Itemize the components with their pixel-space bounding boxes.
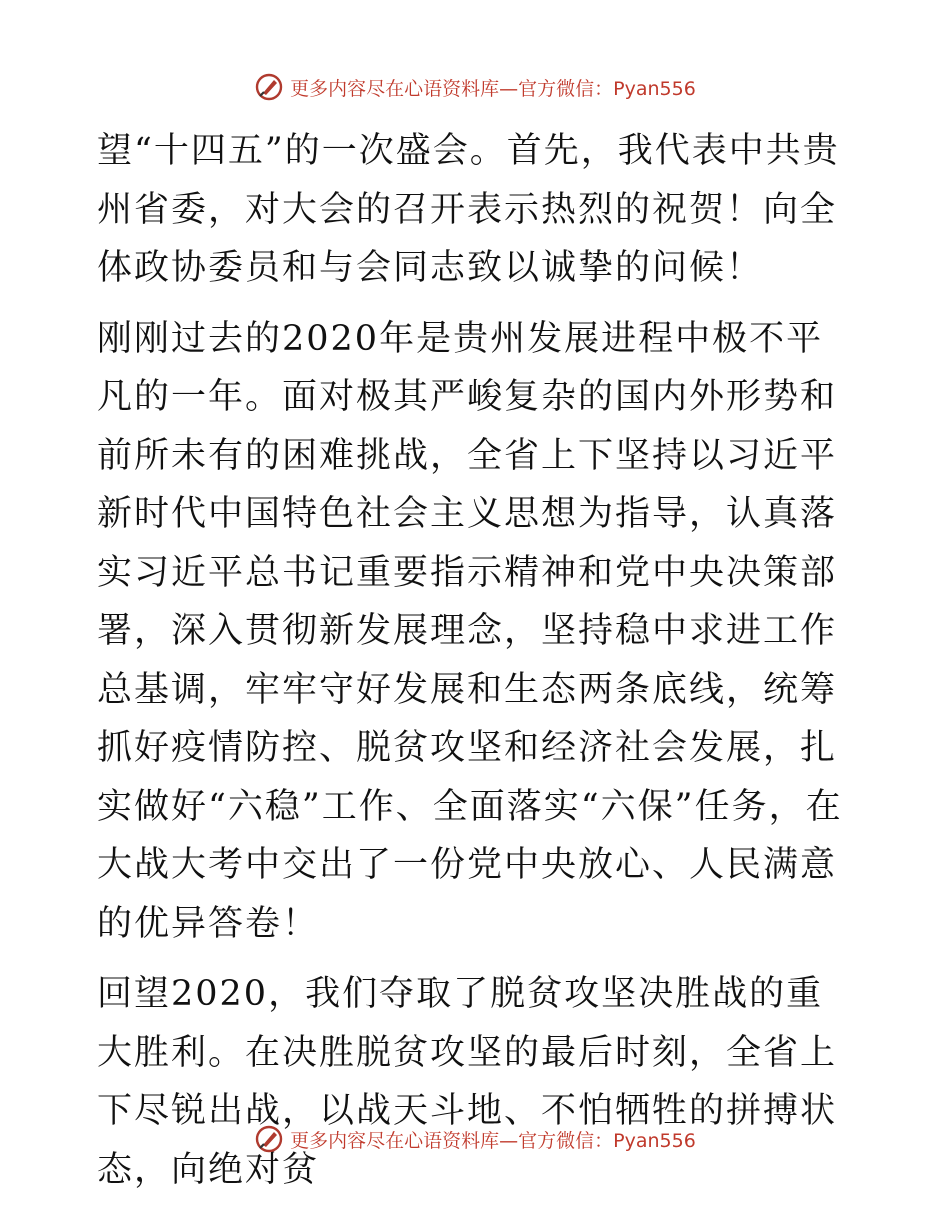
paragraph-3: 回望2020，我们夺取了脱贫攻坚决胜战的重大胜利。在决胜脱贫攻坚的最后时刻，全省上下尽锐出战，以战天斗地、不怕牺牲的拼搏状态，向绝对贫 xyxy=(97,974,838,1190)
brand-logo-icon xyxy=(254,1124,284,1154)
page-footer-watermark xyxy=(0,1124,950,1154)
page-header-watermark xyxy=(0,72,950,102)
brand-logo-icon xyxy=(254,72,284,102)
header-watermark-text: 更多内容尽在心语资料库—官方微信：Pyan556 xyxy=(290,77,696,100)
paragraph-1: 望“十四五”的一次盛会。首先，我代表中共贵州省委，对大会的召开表示热烈的祝贺！向全体政协委员和与会同志致以诚挚的问候！ xyxy=(97,131,840,288)
paragraph-2: 刚刚过去的2020年是贵州发展进程中极不平凡的一年。面对极其严峻复杂的国内外形势和前所未有的困难挑战，全省上下坚持以习近平新时代中国特色社会主义思想为指导，认真落实习近平总书记重要指示精神和党中央决策部署，深入贯彻新发展理念，坚持稳中求进工作总基调，牢牢守好发展和生态两条底线，统筹抓好疫情防控、脱贫攻坚和经济社会发展，扎实做好“六稳”工作、全面落实“六保”任务，在大战大考中交出了一份党中央放心、人民满意的优异答卷！ xyxy=(97,318,843,944)
footer-watermark-text: 更多内容尽在心语资料库—官方微信：Pyan556 xyxy=(290,1129,696,1152)
document-body xyxy=(97,122,857,1199)
